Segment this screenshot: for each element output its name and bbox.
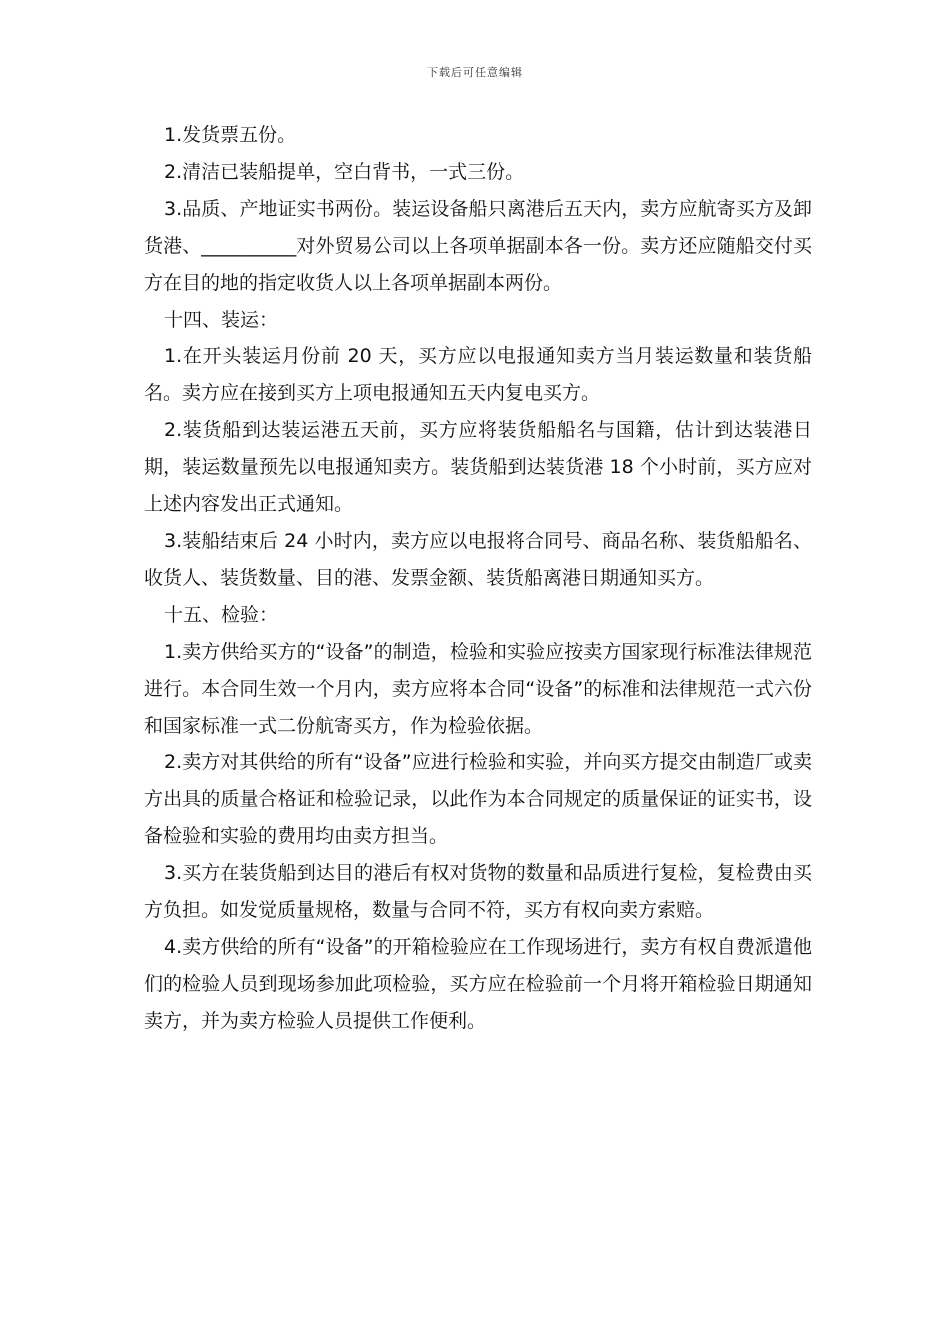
paragraph: 2.清洁已装船提单，空白背书，一式三份。	[164, 160, 525, 183]
paragraph: 2.装货船到达装运港五天前，买方应将装货船船名与国籍，估计到达装港日期，装运数量预先以电报通知卖方。装货船到达装货港 18 个小时前，买方应对上述内容发出正式通知。	[144, 419, 812, 516]
paragraph: 1.在开头装运月份前 20 天，买方应以电报通知卖方当月装运数量和装货船名。卖方应在接到买方上项电报通知五天内复电买方。	[144, 345, 812, 405]
section-heading: 十四、装运：	[164, 308, 279, 331]
paragraph: 3.装船结束后 24 小时内，卖方应以电报将合同号、商品名称、装货船船名、收货人、装货数量、目的港、发票金额、装货船离港日期通知买方。	[144, 529, 812, 589]
paragraph: 3.买方在装货船到达目的港后有权对货物的数量和品质进行复检，复检费由买方负担。如发觉质量规格，数量与合同不符，买方有权向卖方索赔。	[144, 862, 812, 922]
paragraph: 4.卖方供给的所有“设备”的开箱检验应在工作现场进行，卖方有权自费派遣他们的检验人员到现场参加此项检验，买方应在检验前一个月将开箱检验日期通知卖方，并为卖方检验人员提供工作便利。	[144, 935, 812, 1032]
paragraph: 1.卖方供给买方的“设备”的制造，检验和实验应按卖方国家现行标准法律规范进行。本合同生效一个月内，卖方应将本合同“设备”的标准和法律规范一式六份和国家标准一式二份航寄买方，作为检验依据。	[144, 640, 812, 737]
paragraph: 1.发货票五份。	[164, 124, 297, 146]
page-header: 下载后可任意编辑	[427, 66, 523, 79]
document-body	[144, 117, 812, 1040]
paragraph: 3.品质、产地证实书两份。装运设备船只离港后五天内，卖方应航寄买方及卸货港、__________对外贸易公司以上各项单据副本各一份。卖方还应随船交付买方在目的地的指定收货人以上各项单据副本两份。	[144, 197, 812, 294]
section-heading: 十五、检验：	[164, 603, 279, 626]
paragraph: 2.卖方对其供给的所有“设备”应进行检验和实验，并向买方提交由制造厂或卖方出具的质量合格证和检验记录，以此作为本合同规定的质量保证的证实书，设备检验和实验的费用均由卖方担当。	[144, 751, 812, 848]
